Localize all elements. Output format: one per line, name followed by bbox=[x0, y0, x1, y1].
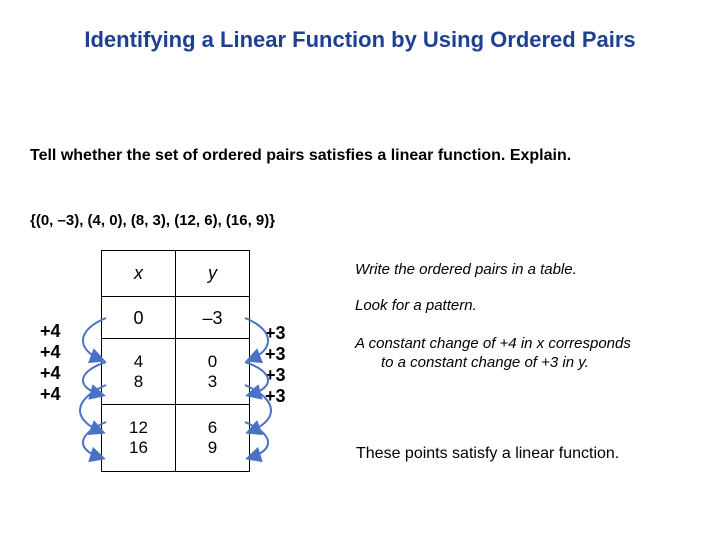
y-cell bbox=[176, 405, 250, 472]
x-change-label: +4 bbox=[40, 384, 61, 404]
x-change-label: +4 bbox=[40, 321, 61, 341]
x-value: 8 bbox=[133, 371, 144, 391]
y-change-label: +3 bbox=[265, 323, 286, 343]
x-value: 4 bbox=[133, 351, 144, 371]
y-cell bbox=[176, 339, 250, 405]
x-cell bbox=[102, 339, 176, 405]
y-column-header: y bbox=[176, 251, 250, 297]
constant-change-line: A constant change of +4 in x corresponds bbox=[355, 335, 631, 352]
ordered-pairs-set: {(0, –3), (4, 0), (8, 3), (12, 6), (16, 9)} bbox=[30, 212, 276, 229]
step-look-pattern: Look for a pattern. bbox=[355, 297, 477, 314]
page-title: Identifying a Linear Function by Using Ordered Pairs bbox=[84, 27, 636, 52]
table-header-row bbox=[102, 251, 250, 297]
x-change-labels bbox=[40, 321, 61, 405]
y-change-label: +3 bbox=[265, 365, 286, 385]
step-constant-change bbox=[355, 334, 631, 372]
x-change-label: +4 bbox=[40, 363, 61, 383]
y-value: 3 bbox=[207, 371, 218, 391]
y-change-label: +3 bbox=[265, 344, 286, 364]
y-change-labels bbox=[265, 323, 286, 407]
y-change-label: +3 bbox=[265, 386, 286, 406]
x-value: 16 bbox=[129, 438, 148, 457]
y-value: 6 bbox=[207, 418, 218, 437]
conclusion-text: These points satisfy a linear function. bbox=[356, 445, 620, 462]
constant-change-line: to a constant change of +3 in y. bbox=[381, 354, 589, 371]
x-column-header: x bbox=[102, 251, 176, 297]
x-cell bbox=[102, 297, 176, 339]
ordered-pairs-table bbox=[101, 250, 250, 472]
y-cell bbox=[176, 297, 250, 339]
table-row bbox=[102, 405, 250, 472]
problem-prompt: Tell whether the set of ordered pairs satisfies a linear function. Explain. bbox=[30, 147, 572, 164]
y-value: 0 bbox=[207, 351, 218, 371]
x-cell bbox=[102, 405, 176, 472]
table-row bbox=[102, 297, 250, 339]
y-value: 9 bbox=[207, 438, 218, 457]
x-change-label: +4 bbox=[40, 342, 61, 362]
x-value: 0 bbox=[133, 307, 144, 328]
y-value: –3 bbox=[202, 307, 223, 328]
table-row bbox=[102, 339, 250, 405]
step-write-table: Write the ordered pairs in a table. bbox=[355, 261, 577, 278]
x-value: 12 bbox=[129, 418, 148, 437]
